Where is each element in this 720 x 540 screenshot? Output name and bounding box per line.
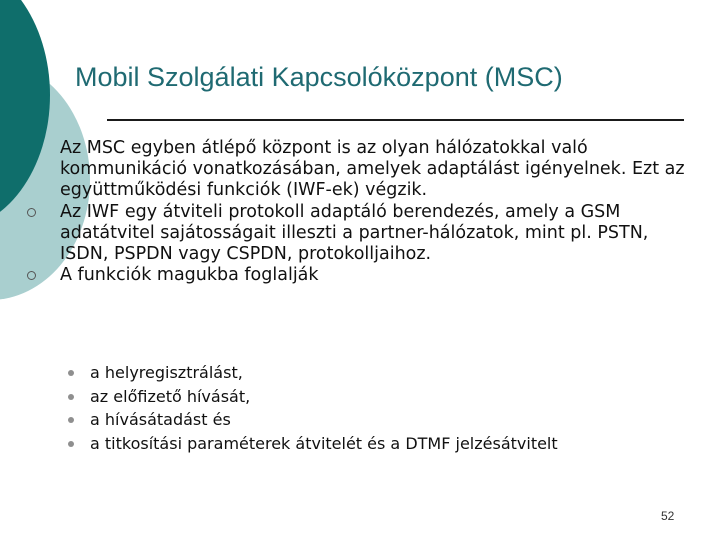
dot-bullet-icon	[68, 441, 74, 447]
bullet-text: Az MSC egyben átlépő központ is az olyan hálózatokkal való kommunikáció vonatkozásában, amelyek adaptálást igényelnek. Ezt az együttműködési funkciók (IWF-ek) végzik.	[60, 138, 685, 201]
bullet-text: Az IWF egy átviteli protokoll adaptáló berendezés, amely a GSM adatátvitel sajátosságait illeszti a partner-hálózatok, mint pl. PSTN, ISDN, PSPDN vagy CSPDN, protokolljaihoz.	[60, 201, 649, 265]
bullet-list	[60, 138, 700, 286]
sub-bullet-item	[90, 432, 558, 456]
sub-bullet-text: a titkosítási paraméterek átvitelét és a DTMF jelzésátvitelt	[90, 433, 558, 453]
title-underline	[107, 119, 684, 121]
sub-bullet-list	[90, 361, 558, 455]
dot-bullet-icon	[68, 370, 74, 376]
sub-bullet-item	[90, 361, 558, 385]
sub-bullet-item	[90, 408, 558, 432]
bullet-item	[60, 138, 700, 202]
sub-bullet-text: a hívásátadást és	[90, 410, 231, 429]
sub-bullet-text: az előfizető hívását,	[90, 386, 251, 406]
sub-bullet-text: a helyregisztrálást,	[90, 363, 243, 382]
bullet-item	[60, 265, 700, 286]
bullet-text: A funkciók magukba foglalják	[60, 265, 319, 286]
page-number: 52	[661, 509, 675, 523]
slide-title: Mobil Szolgálati Kapcsolóközpont (MSC)	[75, 62, 563, 92]
sub-bullet-item	[90, 385, 558, 409]
dot-bullet-icon	[68, 417, 74, 423]
ring-bullet-icon	[27, 208, 36, 217]
dot-bullet-icon	[68, 394, 74, 400]
bullet-item	[60, 202, 700, 266]
